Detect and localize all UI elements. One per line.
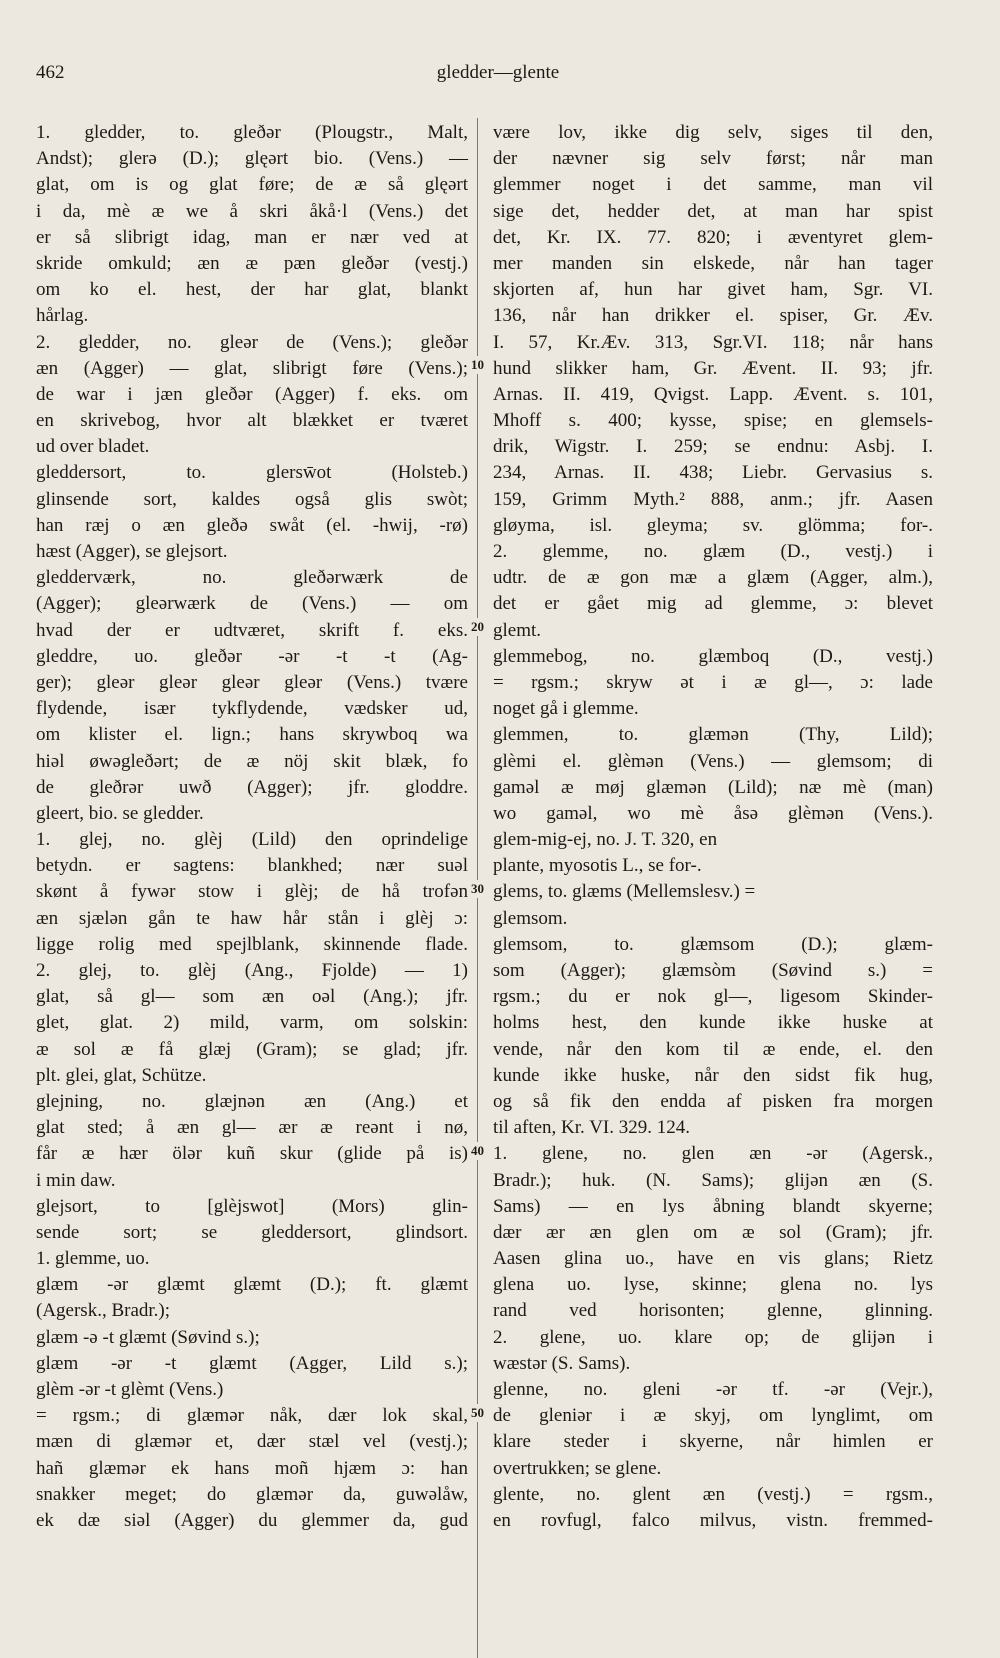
text-line: skønt å fywər stow i glèj; de hå trofən — [36, 881, 468, 903]
margin-line-number: 30 — [471, 881, 484, 896]
left-column — [36, 120, 468, 1534]
text-line: hæst (Agger), se glejsort. — [36, 541, 228, 562]
text-line: de gleðrər uwð (Agger); jfr. gloddre. — [36, 776, 468, 798]
text-line: glems, to. glæms (Mellemslesv.) = — [493, 881, 756, 903]
text-line: Aasen glina uo., have en vis glans; Rietz — [493, 1248, 933, 1270]
text-line: vende, når den kom til æ ende, el. den — [493, 1038, 933, 1060]
text-line: glenne, no. gleni -ər tf. -ər (Vejr.), — [493, 1379, 933, 1400]
text-line: glente, no. glent æn (vestj.) = rgsm., — [493, 1483, 933, 1505]
text-line: som (Agger); glæmsòm (Søvind s.) = — [493, 960, 933, 981]
text-line: glat, om is og glat føre; de æ så glęərt — [36, 174, 468, 196]
text-line: mæn di glæmər et, dær stæl vel (vestj.); — [36, 1431, 468, 1453]
text-line: skjorten af, hun har givet ham, Sgr. VI. — [493, 279, 933, 301]
text-line: hiəl øwəgleðərt; de æ nöj skit blæk, fo — [36, 750, 468, 772]
text-line: 1. glene, no. glen æn -ər (Agersk., — [493, 1143, 933, 1165]
text-line: 234, Arnas. II. 438; Liebr. Gervasius s. — [493, 462, 933, 484]
text-line: holms hest, den kunde ikke huske at — [493, 1012, 933, 1034]
text-line: glèmi el. glèmən (Vens.) — glemsom; di — [493, 750, 933, 772]
text-line: om klister el. lign.; hans skrywboq wa — [36, 724, 468, 746]
text-line: noget gå i glemme. — [493, 698, 639, 720]
page-header — [36, 62, 960, 92]
text-line: Bradr.); huk. (N. Sams); glijən æn (S. — [493, 1169, 933, 1191]
text-line: de war i jæn gleðər (Agger) f. eks. om — [36, 383, 468, 405]
text-line: gaməl æ møj glæmən (Lild); næ mè (man) — [493, 776, 933, 798]
text-line: Mhoff s. 400; kysse, spise; en glemsels- — [493, 410, 933, 432]
text-line: flydende, især tykflydende, vædsker ud, — [36, 698, 468, 720]
text-line: gledderværk, no. gleðərwærk de — [36, 567, 468, 589]
text-line: 2. glene, uo. klare op; de glijən i — [493, 1326, 933, 1348]
text-line: plante, myosotis L., se for-. — [493, 855, 702, 877]
text-line: gleddre, uo. gleðər -ər -t -t (Ag- — [36, 645, 468, 667]
text-line: glemmen, to. glæmən (Thy, Lild); — [493, 724, 933, 746]
text-line: glæm -ə -t glæmt (Søvind s.); — [36, 1326, 260, 1348]
text-line: dær ær æn glen om æ sol (Gram); jfr. — [493, 1221, 933, 1243]
text-line: glem-mig-ej, no. J. T. 320, en — [493, 829, 718, 851]
text-line: udtr. de æ gon mæ a glæm (Agger, alm.), — [493, 567, 933, 589]
text-line: glemmer noget i det samme, man vil — [493, 174, 933, 196]
margin-line-number: 50 — [471, 1405, 484, 1420]
text-line: 1. gledder, to. gleðər (Plougstr., Malt, — [36, 122, 468, 143]
text-line: wo gaməl, wo mè åsə glèmən (Vens.). — [493, 802, 933, 824]
text-line: det, Kr. IX. 77. 820; i æventyret glem- — [493, 226, 933, 248]
text-line: wæstər (S. Sams). — [493, 1352, 631, 1374]
text-line: glemsom, to. glæmsom (D.); glæm- — [493, 933, 933, 955]
margin-line-number: 20 — [471, 619, 484, 634]
text-line: være lov, ikke dig selv, siges til den, — [493, 122, 933, 143]
text-line: glæm -ər -t glæmt (Agger, Lild s.); — [36, 1352, 468, 1374]
text-line: 136, når han drikker el. spiser, Gr. Æv. — [493, 305, 933, 327]
text-line: i da, mè æ we å skri åkå·l (Vens.) det — [36, 200, 468, 222]
text-line: glena uo. lyse, skinne; glena no. lys — [493, 1274, 933, 1296]
text-line: 2. glej, to. glèj (Ang., Fjolde) — 1) — [36, 960, 468, 981]
page-number: 462 — [36, 62, 65, 83]
text-line: æn sjælən gån te haw hår stån i glèj ɔ: — [36, 907, 468, 929]
text-line: glat, så gl— som æn oəl (Ang.); jfr. — [36, 986, 468, 1008]
text-line: får æ hær ölər kuñ skur (glide på is) — [36, 1143, 468, 1165]
text-line: glejsort, to [glèjswot] (Mors) glin- — [36, 1195, 468, 1217]
text-line: der nævner sig selv først; når man — [493, 148, 933, 170]
text-line: gleddersort, to. glersw̄ot (Holsteb.) — [36, 462, 468, 484]
text-line: kunde ikke huske, når den sidst fik hug, — [493, 1064, 933, 1086]
text-line: en rovfugl, falco milvus, vistn. fremmed- — [493, 1509, 933, 1531]
text-line: ek dæ siəl (Agger) du glemmer da, gud — [36, 1509, 468, 1531]
text-line: det er gået mig ad glemme, ɔ: blevet — [493, 593, 933, 615]
text-line: I. 57, Kr.Æv. 313, Sgr.VI. 118; når hans — [493, 331, 933, 353]
text-line: sende sort; se gleddersort, glindsort. — [36, 1221, 468, 1243]
text-line: 1. glej, no. glèj (Lild) den oprindelige — [36, 829, 468, 851]
text-line: hårlag. — [36, 305, 89, 327]
text-line: en skrivebog, hvor alt blækket er tværet — [36, 410, 468, 432]
text-line: = rgsm.; di glæmər nåk, dær lok skal, — [36, 1405, 468, 1427]
right-column — [493, 120, 933, 1534]
margin-line-number: 10 — [471, 357, 484, 372]
text-line: glemsom. — [493, 907, 568, 929]
text-line: til aften, Kr. VI. 329. 124. — [493, 1117, 691, 1139]
text-line: glèm -ər -t glèmt (Vens.) — [36, 1379, 224, 1400]
text-line: snakker meget; do glæmər da, guwəlåw, — [36, 1483, 468, 1505]
text-line: Sams) — en lys åbning blandt skyerne; — [493, 1195, 933, 1217]
text-line: glet, glat. 2) mild, varm, om solskin: — [36, 1012, 468, 1034]
text-line: er så slibrigt idag, man er nær ved at — [36, 226, 468, 248]
text-line: mer manden sin elskede, når han tager — [493, 252, 933, 274]
text-line: glinsende sort, kaldes også glis swòt; — [36, 488, 468, 510]
text-line: gleert, bio. se gledder. — [36, 802, 204, 824]
text-line: (Agersk., Bradr.); — [36, 1300, 171, 1322]
text-line: 2. gledder, no. gleər de (Vens.); gleðər — [36, 331, 468, 353]
text-line: i min daw. — [36, 1169, 116, 1191]
text-line: ligge rolig med spejlblank, skinnende flade. — [36, 933, 468, 955]
text-line: om ko el. hest, der har glat, blankt — [36, 279, 468, 301]
text-line: han ræj o æn gleðə swåt (el. -hwij, -rø) — [36, 514, 468, 536]
text-line: og så fik den endda af pisken fra morgen — [493, 1090, 933, 1112]
text-line: glemt. — [493, 619, 542, 641]
text-line: æ sol æ få glæj (Gram); se glad; jfr. — [36, 1038, 468, 1060]
text-line: glejning, no. glæjnən æn (Ang.) et — [36, 1090, 468, 1112]
text-line: æn (Agger) — glat, slibrigt føre (Vens.); — [36, 357, 468, 379]
text-line: Andst); glerə (D.); glęərt bio. (Vens.) — — [36, 148, 468, 170]
text-line: glemmebog, no. glæmboq (D., vestj.) — [493, 645, 933, 667]
text-line: hund slikker ham, Gr. Ævent. II. 93; jfr. — [493, 357, 933, 379]
running-title: gledder—glente — [436, 62, 560, 83]
text-line: gløyma, isl. gleyma; sv. glömma; for-. — [493, 514, 933, 536]
text-line: glæm -ər glæmt glæmt (D.); ft. glæmt — [36, 1274, 468, 1296]
text-line: hvad der er udtværet, skrift f. eks. — [36, 619, 468, 641]
text-line: = rgsm.; skryw ət i æ gl—, ɔ: lade — [493, 671, 933, 693]
text-line: klare steder i skyerne, når himlen er — [493, 1431, 933, 1453]
text-line: skride omkuld; æn æ pæn gleðər (vestj.) — [36, 252, 468, 274]
text-line: Arnas. II. 419, Qvigst. Lapp. Ævent. s. 101, — [493, 383, 933, 405]
text-line: rgsm.; du er nok gl—, ligesom Skinder- — [493, 986, 933, 1008]
text-line: drik, Wigstr. I. 259; se endnu: Asbj. I. — [493, 436, 933, 458]
text-line: 1. glemme, uo. — [36, 1248, 150, 1270]
text-line: (Agger); gleərwærk de (Vens.) — om — [36, 593, 468, 615]
text-line: rand ved horisonten; glenne, glinning. — [493, 1300, 933, 1322]
text-line: de gleniər i æ skyj, om lynglimt, om — [493, 1405, 933, 1427]
text-line: sige det, hedder det, at man har spist — [493, 200, 933, 222]
margin-line-number: 40 — [471, 1143, 484, 1158]
text-line: overtrukken; se glene. — [493, 1457, 662, 1479]
text-line: glat sted; å æn gl— ær æ reənt i nø, — [36, 1117, 468, 1139]
text-line: ud over bladet. — [36, 436, 150, 458]
text-line: 159, Grimm Myth.² 888, anm.; jfr. Aasen — [493, 488, 933, 510]
text-line: ger); gleər gleər gleər gleər (Vens.) tvære — [36, 671, 468, 693]
text-line: hañ glæmər ek hans moñ hjæm ɔ: han — [36, 1457, 468, 1479]
text-line: plt. glei, glat, Schütze. — [36, 1064, 207, 1086]
text-line: betydn. er sagtens: blankhed; nær suəl — [36, 855, 468, 877]
text-line: 2. glemme, no. glæm (D., vestj.) i — [493, 541, 933, 562]
